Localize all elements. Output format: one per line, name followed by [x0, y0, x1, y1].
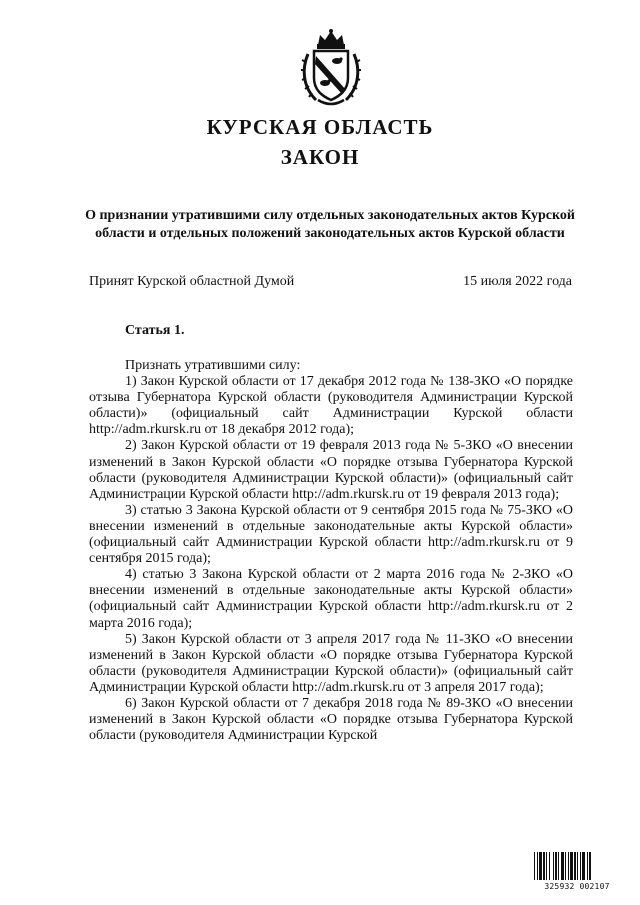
- barcode-bar: [587, 852, 588, 880]
- barcode-bar: [558, 852, 559, 880]
- barcode-icon: [533, 852, 621, 880]
- barcode-bar: [568, 852, 569, 880]
- barcode-bar: [589, 852, 591, 880]
- barcode-bar: [565, 852, 566, 880]
- coat-of-arms-icon: [296, 28, 366, 108]
- barcode-bar: [549, 852, 550, 880]
- barcode-bar: [539, 852, 542, 880]
- adopted-by: Принят Курской областной Думой: [89, 274, 295, 289]
- article-body: [89, 358, 573, 744]
- barcode-bar: [582, 852, 585, 880]
- article-intro: Признать утратившими силу:: [125, 358, 301, 373]
- barcode-bar: [570, 852, 573, 880]
- barcode-bar: [555, 852, 557, 880]
- article-item: 2) Закон Курской области от 19 февраля 2013 года № 5-ЗКО «О внесении изменений в Закон Курской области «О порядке отзыва Губернатора Курской области (руководителя Администрации Курской области)» (официальный сайт Администрации Курской области http://adm.rkursk.ru от 19 февраля 2013 года);: [89, 438, 573, 502]
- article-item: 3) статью 3 Закона Курской области от 9 сентября 2015 года № 75-ЗКО «О внесении изменений в отдельные законодательные акты Курской области» (официальный сайт Администрации Курской области http://adm.rkursk.ru от 9 сентября 2015 года);: [89, 502, 573, 567]
- barcode-bar: [534, 852, 535, 880]
- article-item: 4) статью 3 Закона Курской области от 2 марта 2016 года № 2-ЗКО «О внесении изменений в отдельные законодательные акты Курской области» (официальный сайт Администрации Курской области http://adm.rkursk.ru от 2 марта 2016 года);: [89, 567, 573, 631]
- article-item: 1) Закон Курской области от 17 декабря 2012 года № 138-ЗКО «О порядке отзыва Губернатора Курской области (руководителя Администрации Курской области)» (официальный сайт Администрации Курской области http://adm.rkursk.ru от 18 декабря 2012 года);: [89, 374, 573, 438]
- barcode-bar: [553, 852, 554, 880]
- article-item: 6) Закон Курской области от 7 декабря 2018 года № 89-ЗКО «О внесении изменений в Закон Курской области «О порядке отзыва Губернатора Курской области (руководителя Администрации Курской: [89, 695, 573, 744]
- barcode: [533, 852, 621, 894]
- barcode-bar: [543, 852, 545, 880]
- barcode-bar: [580, 852, 581, 880]
- region-title: КУРСКАЯ ОБЛАСТЬ: [206, 115, 434, 139]
- barcode-bar: [577, 852, 578, 880]
- law-title: О признании утратившими силу отдельных законодательных актов Курской области и отдельных положений законодательных актов Курской области: [85, 208, 575, 241]
- article-item: 5) Закон Курской области от 3 апреля 2017 года № 11-ЗКО «О внесении изменений в Закон Курской области «О порядке отзыва Губернатора Курской области (руководителя Администрации Курской области)» (официальный сайт Администрации Курской области http://adm.rkursk.ru от 3 апреля 2017 года);: [89, 631, 573, 695]
- barcode-bar: [537, 852, 538, 880]
- barcode-bar: [546, 852, 547, 880]
- barcode-number: 325932 002107: [544, 882, 610, 891]
- barcode-bar: [574, 852, 576, 880]
- adoption-date: 15 июля 2022 года: [463, 274, 572, 289]
- article-heading: Статья 1.: [125, 323, 185, 338]
- barcode-bar: [561, 852, 564, 880]
- document-type: ЗАКОН: [280, 145, 360, 169]
